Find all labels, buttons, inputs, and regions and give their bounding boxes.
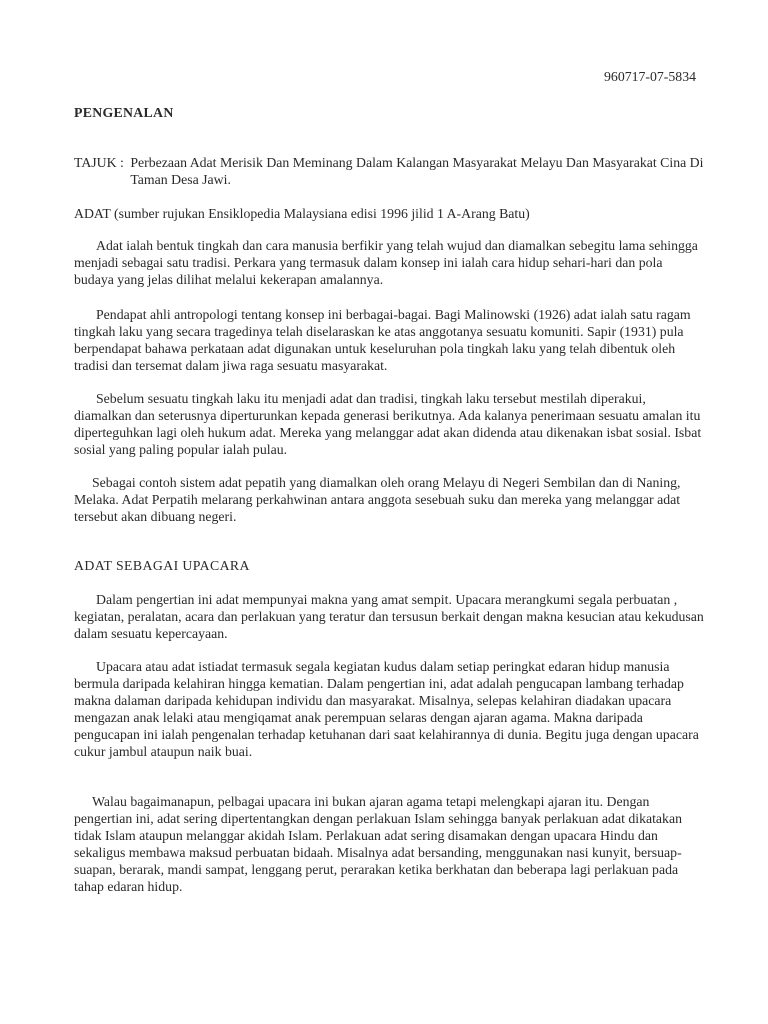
adat-source-line: ADAT (sumber rujukan Ensiklopedia Malaysiana edisi 1996 jilid 1 A-Arang Batu) — [74, 206, 530, 221]
student-id-number: 960717-07-5834 — [604, 69, 696, 84]
page-title: PENGENALAN — [74, 105, 174, 120]
paragraph: Walau bagaimanapun, pelbagai upacara ini bukan ajaran agama tetapi melengkapi ajaran itu. Dengan pengertian ini, adat sering dipertentangkan dengan perlakuan Islam sehingga banyak perlakuan adat dikatakan tidak Islam ataupun melanggar akidah Islam. Perlakuan adat sering disamakan dengan upacara Hindu dan sekaligus membawa maksud perbuatan bidaah. Misalnya adat bersanding, menggunakan nasi kunyit, bersuap-suapan, berarak, mandi sampat, lenggang perut, perarakan ketika berkhatan dan beberapa lagi perlakuan pada tahap edaran hidup. — [74, 794, 682, 894]
tajuk-label: TAJUK : — [74, 155, 128, 170]
paragraph: Sebagai contoh sistem adat pepatih yang diamalkan oleh orang Melayu di Negeri Sembilan dan di Naning, Melaka. Adat Perpatih melarang perkahwinan antara anggota sesebuah suku dan mereka yang melanggar adat tersebut akan dibuang negeri. — [74, 475, 681, 524]
paragraph: Sebelum sesuatu tingkah laku itu menjadi adat dan tradisi, tingkah laku tersebut mestilah diperakui, diamalkan dan seterusnya diperturunkan kepada generasi berikutnya. Ada kalanya penerimaan sesuatu amalan itu diperteguhkan lagi oleh hukum adat. Mereka yang melanggar adat akan didenda atau dikenakan isbat sosial. Isbat sosial yang paling popular ialah pulau. — [74, 391, 702, 457]
paragraph: Adat ialah bentuk tingkah dan cara manusia berfikir yang telah wujud dan diamalkan sebegitu lama sehingga menjadi sebagai satu tradisi. Perkara yang termasuk dalam konsep ini ialah cara hidup sehari-hari dan pola budaya yang jelas dilihat melalui kekerapan amalannya. — [74, 238, 698, 287]
tajuk-line — [74, 154, 704, 188]
paragraph: Dalam pengertian ini adat mempunyai makna yang amat sempit. Upacara merangkumi segala perbuatan , kegiatan, peralatan, acara dan perlakuan yang teratur dan tersusun berkait dengan makna kesucian atau kekudusan dalam sesuatu kepercayaan. — [74, 592, 704, 641]
tajuk-text: Perbezaan Adat Merisik Dan Meminang Dalam Kalangan Masyarakat Melayu Dan Masyarakat Cina Di Taman Desa Jawi. — [130, 155, 704, 187]
paragraph: Pendapat ahli antropologi tentang konsep ini berbagai-bagai. Bagi Malinowski (1926) adat ialah satu ragam tingkah laku yang secara tragedinya telah diselaraskan ke atas anggotanya sesuatu komuniti. Sapir (1931) pula berpendapat bahawa perkataan adat digunakan untuk keseluruhan pola tingkah laku yang telah dibentuk oleh tradisi dan tersemat dalam jiwa raga sesuatu masyarakat. — [74, 307, 691, 373]
section-heading: ADAT SEBAGAI UPACARA — [74, 558, 250, 573]
paragraph: Upacara atau adat istiadat termasuk segala kegiatan kudus dalam setiap peringkat edaran hidup manusia bermula daripada kelahiran hingga kematian. Dalam pengertian ini, adat adalah pengucapan lambang terhadap makna dalaman daripada kehidupan individu dan masyarakat. Misalnya, selepas kelahiran diadakan upacara mengazan anak lelaki atau mengiqamat anak perempuan selaras dengan ajaran agama. Makna daripada pengucapan ini ialah pengenalan terhadap ketuhanan dari saat kelahirannya di dunia. Begitu juga dengan upacara cukur jambul ataupun naik buai. — [74, 659, 699, 759]
